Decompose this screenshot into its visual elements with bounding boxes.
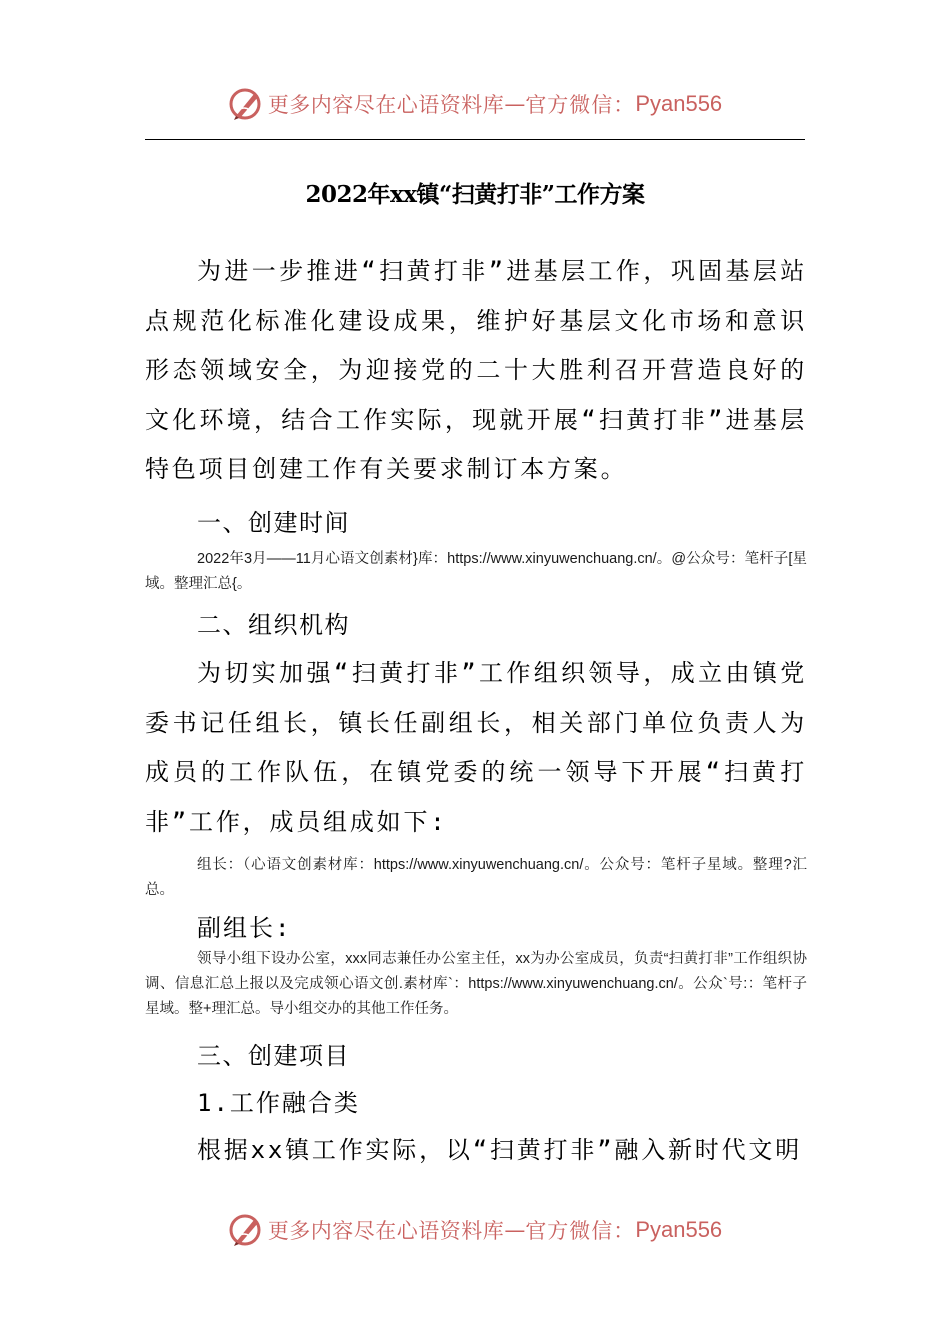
section1-heading: 一、创建时间 (197, 508, 350, 537)
brand-dash: — (504, 1218, 526, 1242)
wechat-label: 官方微信： (525, 93, 636, 117)
section2-heading: 二、组织机构 (197, 610, 350, 639)
item1-heading: 1.工作融合类 (197, 1089, 360, 1118)
document-body (145, 250, 807, 1176)
leader-text: 组长：（心语文创素材库：https://www.xinyuwenchuang.cn/。公众号：笔杆子星域。整理?汇总。 (145, 857, 807, 899)
office-text: 领导小组下设办公室，xxx同志兼任办公室主任，xx为办公室成员，负责“扫黄打非”工作组织协调、信息汇总上报以及完成领心语文创.素材库`：https://www.xinyuwenchuang.cn/。公众`号:：笔杆子星域。整+理汇总。导小组交办的其他工作任务。 (145, 951, 807, 1018)
wechat-id: Pyan556 (635, 1217, 723, 1242)
header-watermark (0, 82, 950, 126)
document-title: 2022年xx镇“扫黄打非”工作方案 (305, 181, 645, 208)
section2-paragraph: 为切实加强“扫黄打非”工作组织领导，成立由镇党委书记任组长，镇长任副组长，相关部门单位负责人为成员的工作队伍，在镇党委的统一领导下开展“扫黄打非”工作，成员组成如下: (145, 658, 807, 836)
pen-logo-icon (228, 86, 264, 122)
brand-text: 更多内容尽在心语资料库 (267, 1219, 505, 1243)
pen-logo-icon (228, 1212, 264, 1248)
deputy-heading: 副组长: (197, 914, 292, 943)
wechat-label: 官方微信： (525, 1219, 636, 1243)
section1-text: 2022年3月——11月心语文创素材}库：https://www.xinyuwenchuang.cn/。@公众号：笔杆子[星域。整理汇总{。 (145, 550, 807, 592)
section3-heading: 三、创建项目 (197, 1042, 350, 1071)
header-divider (145, 139, 805, 140)
brand-dash: — (504, 92, 526, 116)
intro-paragraph: 为进一步推进“扫黄打非”进基层工作，巩固基层站点规范化标准化建设成果，维护好基层文化市场和意识形态领域安全，为迎接党的二十大胜利召开营造良好的文化环境，结合工作实际，现就开展“扫黄打非”进基层特色项目创建工作有关要求制订本方案。 (145, 257, 807, 484)
item1-paragraph: 根据xx镇工作实际，以“扫黄打非”融入新时代文明 (197, 1136, 802, 1165)
wechat-id: Pyan556 (635, 91, 723, 116)
brand-text: 更多内容尽在心语资料库 (267, 93, 505, 117)
footer-watermark (0, 1208, 950, 1252)
